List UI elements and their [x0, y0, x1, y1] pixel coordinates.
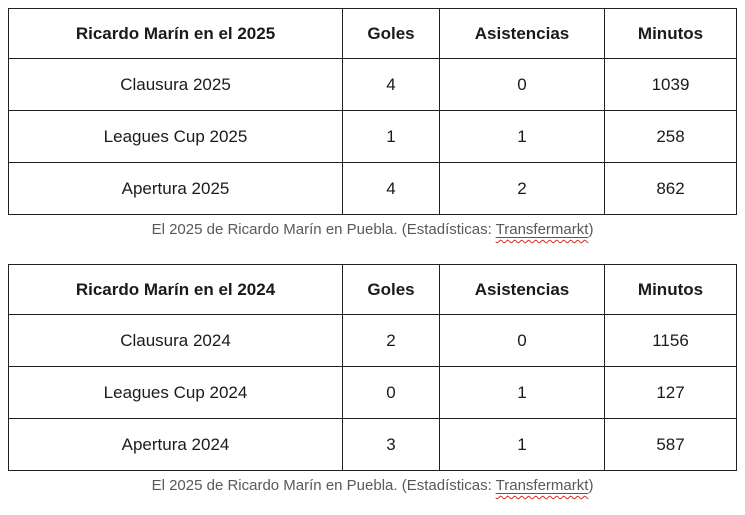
season-cell: Clausura 2025	[9, 59, 343, 111]
table-header-row	[9, 265, 737, 315]
goles-cell: 3	[343, 419, 440, 471]
col-header-goles: Goles	[343, 9, 440, 59]
caption-text: El 2025 de Ricardo Marín en Puebla. (Estadísticas:	[151, 221, 496, 238]
transfermarkt-link-label[interactable]: Transfermarkt	[495, 221, 589, 238]
goles-cell: 2	[343, 315, 440, 367]
transfermarkt-link-label[interactable]: Transfermarkt	[495, 477, 589, 494]
minutos-cell: 587	[605, 419, 737, 471]
table-row	[9, 367, 737, 419]
minutos-cell: 127	[605, 367, 737, 419]
minutos-cell: 1039	[605, 59, 737, 111]
goles-cell: 1	[343, 111, 440, 163]
minutos-cell: 1156	[605, 315, 737, 367]
minutos-cell: 258	[605, 111, 737, 163]
asistencias-cell: 0	[440, 315, 605, 367]
season-cell: Apertura 2024	[9, 419, 343, 471]
stats-table-2025	[8, 8, 737, 215]
table-row	[9, 111, 737, 163]
caption-text: El 2025 de Ricardo Marín en Puebla. (Estadísticas:	[151, 477, 496, 494]
goles-cell: 4	[343, 163, 440, 215]
col-header-minutos: Minutos	[605, 265, 737, 315]
table-row	[9, 59, 737, 111]
asistencias-cell: 1	[440, 111, 605, 163]
table-header-row	[9, 9, 737, 59]
col-header-asistencias: Asistencias	[440, 265, 605, 315]
col-header-asistencias: Asistencias	[440, 9, 605, 59]
table-caption-2024	[9, 476, 737, 496]
asistencias-cell: 2	[440, 163, 605, 215]
goles-cell: 4	[343, 59, 440, 111]
asistencias-cell: 0	[440, 59, 605, 111]
table-title-2024: Ricardo Marín en el 2024	[9, 265, 343, 315]
stats-table-2024	[8, 264, 737, 471]
caption-suffix: )	[588, 477, 594, 494]
table-row	[9, 419, 737, 471]
table-caption-2025	[9, 220, 737, 240]
season-cell: Apertura 2025	[9, 163, 343, 215]
col-header-goles: Goles	[343, 265, 440, 315]
table-row	[9, 315, 737, 367]
asistencias-cell: 1	[440, 367, 605, 419]
season-cell: Leagues Cup 2025	[9, 111, 343, 163]
table-title-2025: Ricardo Marín en el 2025	[9, 9, 343, 59]
col-header-minutos: Minutos	[605, 9, 737, 59]
goles-cell: 0	[343, 367, 440, 419]
caption-suffix: )	[588, 221, 594, 238]
season-cell: Clausura 2024	[9, 315, 343, 367]
transfermarkt-link[interactable]	[496, 477, 589, 494]
table-row	[9, 163, 737, 215]
transfermarkt-link[interactable]	[496, 221, 589, 238]
asistencias-cell: 1	[440, 419, 605, 471]
season-cell: Leagues Cup 2024	[9, 367, 343, 419]
minutos-cell: 862	[605, 163, 737, 215]
